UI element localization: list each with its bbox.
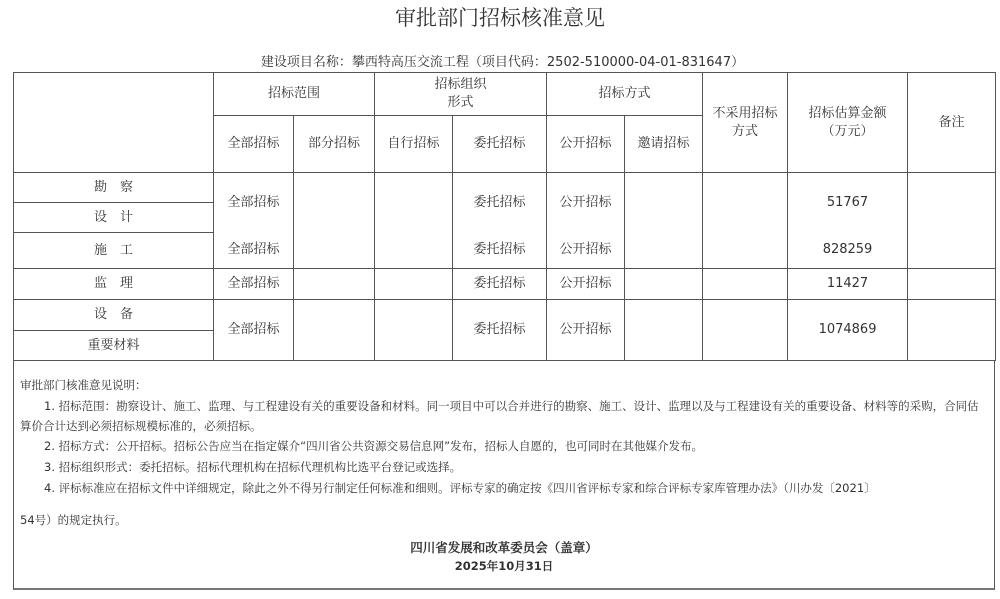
cell-method: 公开招标 <box>547 300 625 361</box>
cell-empty <box>294 233 375 269</box>
cell-scope: 全部招标 <box>214 269 294 300</box>
cell-amount: 11427 <box>788 269 908 300</box>
project-name-line: 建设项目名称：攀西特高压交流工程（项目代码：2502-510000-04-01-831647） <box>260 55 745 70</box>
cell-empty <box>375 300 453 361</box>
cell-method: 公开招标 <box>547 233 625 269</box>
cell-empty <box>703 233 788 269</box>
cell-method: 公开招标 <box>547 173 625 233</box>
cell-org: 委托招标 <box>453 233 547 269</box>
issue-date: 2025年10月31日 <box>454 559 554 573</box>
header-self: 自行招标 <box>375 116 453 173</box>
cell-empty <box>625 173 703 233</box>
cell-org: 委托招标 <box>453 300 547 361</box>
notes-heading: 审批部门核准意见说明： <box>20 378 147 392</box>
cell-empty <box>703 173 788 233</box>
note-3: 3. 招标组织形式：委托招标。招标代理机构在招标代理机构比选平台登记或选择。 <box>44 460 462 474</box>
header-amount: 招标估算金额（万元） <box>788 73 908 173</box>
cell-empty <box>908 233 996 269</box>
note-4-continued: 54号）的规定执行。 <box>20 513 127 527</box>
header-remark: 备注 <box>908 73 996 173</box>
header-scope: 招标范围 <box>214 73 375 116</box>
cell-empty <box>294 173 375 233</box>
cell-empty <box>703 300 788 361</box>
cell-empty <box>908 269 996 300</box>
cell-empty <box>375 233 453 269</box>
cell-amount: 1074869 <box>788 300 908 361</box>
page-title: 审批部门招标核准意见 <box>395 6 605 30</box>
cell-empty <box>294 300 375 361</box>
cell-org: 委托招标 <box>453 269 547 300</box>
row-label-materials: 重要材料 <box>14 331 214 361</box>
approval-notes <box>13 360 995 590</box>
cell-empty <box>375 173 453 233</box>
cell-empty <box>294 269 375 300</box>
cell-empty <box>625 300 703 361</box>
cell-scope: 全部招标 <box>214 173 294 233</box>
cell-empty <box>375 269 453 300</box>
row-label-supervision: 监 理 <box>14 269 214 300</box>
approval-table <box>13 72 996 361</box>
header-invited: 邀请招标 <box>625 116 703 173</box>
header-org-form: 招标组织形式 <box>375 73 547 116</box>
row-label-survey: 勘 察 <box>14 173 214 203</box>
issuer: 四川省发展和改革委员会（盖章） <box>410 540 598 555</box>
cell-scope: 全部招标 <box>214 300 294 361</box>
cell-empty <box>625 233 703 269</box>
note-1: 1. 招标范围：勘察设计、施工、监理、与工程建设有关的重要设备和材料。同一项目中可以合并进行的勘察、施工、设计、监理以及与工程建设有关的重要设备、材料等的采购，合同估算价合计达到必须招标规模标准的，必须招标。 <box>20 399 979 433</box>
cell-amount: 828259 <box>788 233 908 269</box>
header-method: 招标方式 <box>547 73 703 116</box>
cell-empty <box>908 300 996 361</box>
header-no-tender: 不采用招标方式 <box>703 73 788 173</box>
header-full: 全部招标 <box>214 116 294 173</box>
note-4: 4. 评标标准应在招标文件中详细规定，除此之外不得另行制定任何标准和细则。评标专家的确定按《四川省评标专家和综合评标专家库管理办法》（川办发〔2021〕 <box>44 481 876 495</box>
cell-scope: 全部招标 <box>214 233 294 269</box>
cell-org: 委托招标 <box>453 173 547 233</box>
header-partial: 部分招标 <box>294 116 375 173</box>
header-entrusted: 委托招标 <box>453 116 547 173</box>
row-label-construction: 施 工 <box>14 233 214 269</box>
header-open: 公开招标 <box>547 116 625 173</box>
row-label-equipment: 设 备 <box>14 300 214 331</box>
corner-cell <box>14 73 214 173</box>
cell-amount: 51767 <box>788 173 908 233</box>
row-label-design: 设 计 <box>14 203 214 233</box>
cell-empty <box>908 173 996 233</box>
cell-method: 公开招标 <box>547 269 625 300</box>
note-2: 2. 招标方式：公开招标。招标公告应当在指定媒介“四川省公共资源交易信息网”发布，招标人自愿的，也可同时在其他媒介发布。 <box>44 439 704 453</box>
cell-empty <box>703 269 788 300</box>
cell-empty <box>625 269 703 300</box>
